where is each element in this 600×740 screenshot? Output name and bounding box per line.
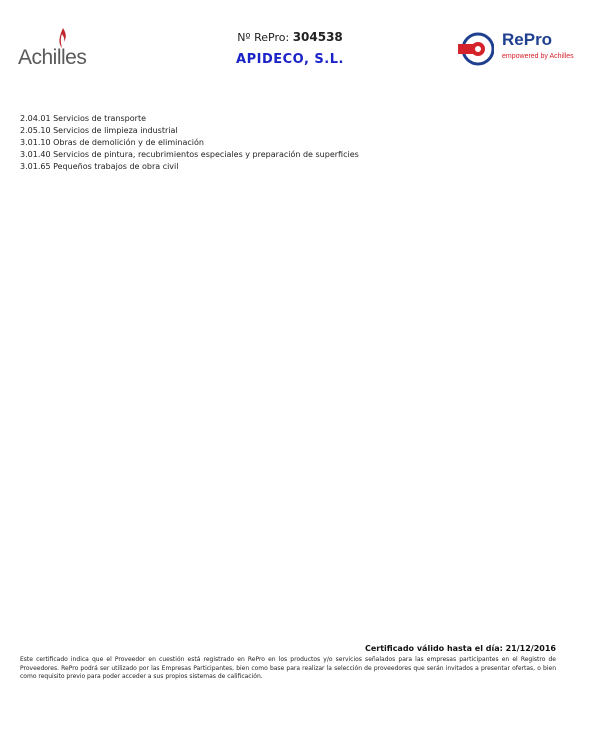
service-item	[20, 125, 560, 137]
certificate-header	[200, 30, 380, 67]
repro-label: Nº RePro:	[237, 31, 290, 44]
service-code: 3.01.65	[20, 162, 51, 171]
service-label: Servicios de limpieza industrial	[53, 126, 178, 135]
disclaimer-text: Este certificado indica que el Proveedor en cuestión está registrado en RePro en los productos y/o servicios señalados para las empresas participantes en el Registro de Proveedores. RePro podrá ser utilizado por las Empresas Participantes, bien como base para realizar la selección de proveedores que serán invitados a presentar ofertas, o bien como requisito previo para poder acceder a sus propios sistemas de calificación.	[20, 656, 556, 680]
flame-icon	[58, 28, 68, 48]
service-code: 2.04.01	[20, 114, 51, 123]
service-label: Obras de demolición y de eliminación	[53, 138, 204, 147]
repro-logo	[458, 32, 598, 68]
service-label: Pequeños trabajos de obra civil	[53, 162, 179, 171]
repro-tagline: empowered by Achilles	[502, 53, 574, 60]
service-code: 3.01.10	[20, 138, 51, 147]
achilles-wordmark: Achilles	[18, 46, 87, 69]
service-item	[20, 149, 560, 161]
service-item	[20, 137, 560, 149]
company-name: APIDECO, S.L.	[236, 52, 344, 67]
service-item	[20, 113, 560, 125]
service-code: 3.01.40	[20, 150, 51, 159]
service-label: Servicios de transporte	[53, 114, 146, 123]
validity-date: Certificado válido hasta el día: 21/12/2016	[364, 644, 556, 653]
repro-wordmark: RePro	[502, 30, 553, 49]
repro-mark-icon	[458, 32, 494, 66]
repro-number: 304538	[292, 30, 343, 44]
service-label: Servicios de pintura, recubrimientos especiales y preparación de superficies	[53, 150, 359, 159]
service-code: 2.05.10	[20, 126, 51, 135]
repro-number-line	[200, 30, 380, 44]
achilles-logo	[18, 26, 98, 72]
services-list	[20, 113, 560, 173]
service-item	[20, 161, 560, 173]
